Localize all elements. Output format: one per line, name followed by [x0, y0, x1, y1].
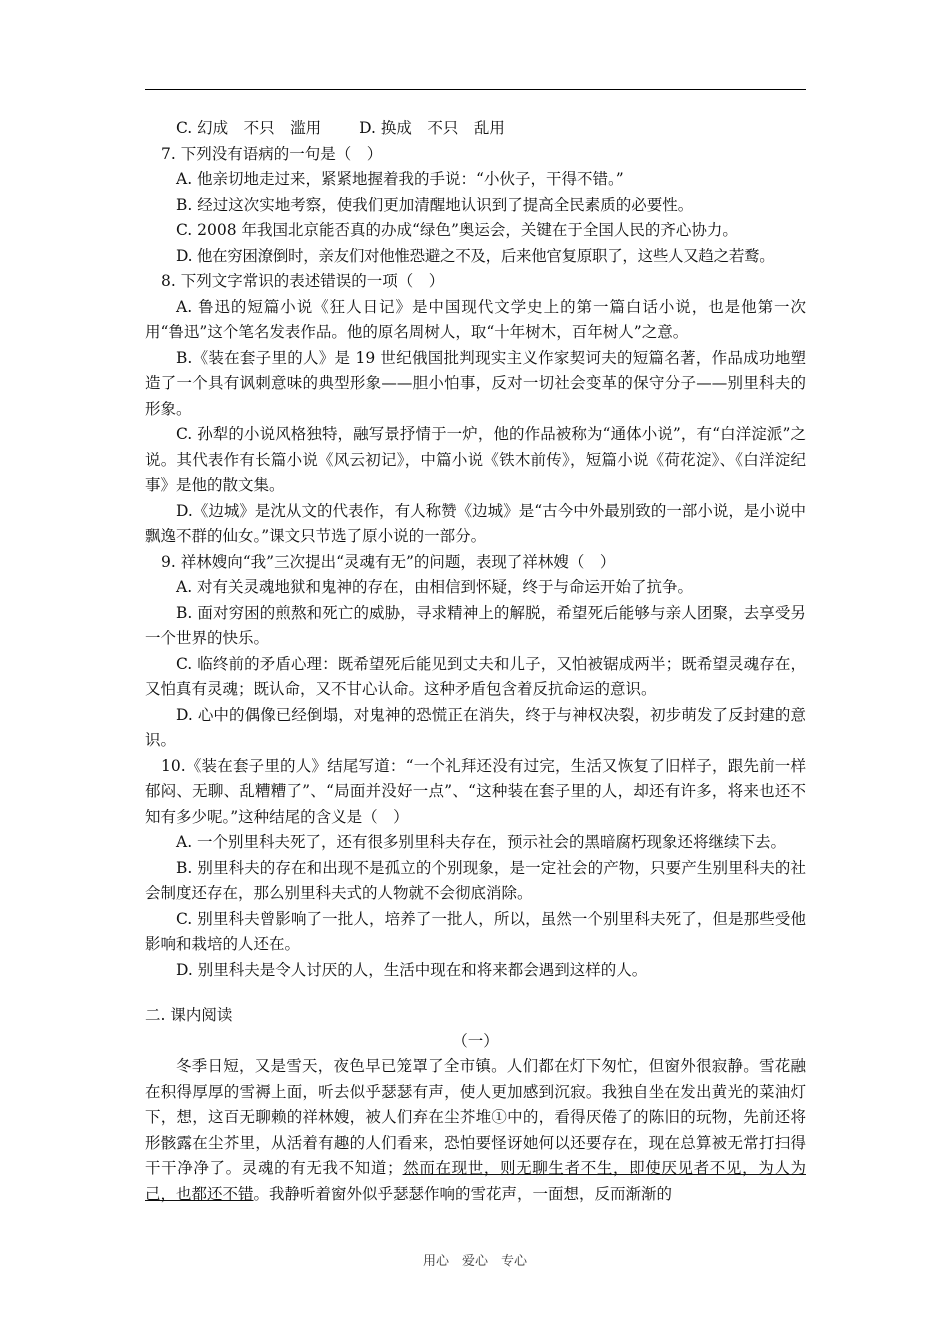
q9-option-b: B. 面对穷困的煎熬和死亡的威胁，寻求精神上的解脱，希望死后能够与亲人团聚，去享受另一个世界的快乐。: [145, 603, 806, 647]
q7-option-d: D. 他在穷困潦倒时，亲友们对他惟恐避之不及，后来他官复原职了，这些人又趋之若鹜。: [176, 246, 775, 265]
q10-option-d: D. 别里科夫是令人讨厌的人，生活中现在和将来都会遇到这样的人。: [176, 960, 648, 979]
q10-option-b: B. 别里科夫的存在和出现不是孤立的个别现象，是一定社会的产物，只要产生别里科夫的社会制度还存在，那么别里科夫式的人物就不会彻底消除。: [145, 858, 806, 902]
q9-option-a: A. 对有关灵魂地狱和鬼神的存在，由相信到怀疑，终于与命运开始了抗争。: [176, 578, 694, 596]
header-rule: [145, 89, 806, 90]
q9-stem: 9. 祥林嫂向“我”三次提出“灵魂有无”的问题，表现了祥林嫂（ ）: [161, 552, 616, 571]
passage-text-pre: 冬季日短，又是雪天，夜色早已笼罩了全市镇。人们都在灯下匆忙，但窗外很寂静。雪花融在积得厚厚的雪褥上面，听去似乎瑟瑟有声，使人更加感到沉寂。我独自坐在发出黄光的菜油灯下，想，这百无聊赖的祥林嫂，被人们弃在尘芥堆①中的，看得厌倦了的陈旧的玩物，先前还将形骸露在尘芥里，从活着有趣的人们看来，恐怕要怪讶她何以还要存在，现在总算被无常打扫得干干净净了。灵魂的有无我不知道；: [145, 1057, 806, 1177]
page-body: [145, 116, 806, 1207]
q10-option-a: A. 一个别里科夫死了，还有很多别里科夫存在，预示社会的黑暗腐朽现象还将继续下去。: [176, 833, 787, 851]
q10-option-c: C. 别里科夫曾影响了一批人，培养了一批人，所以，虽然一个别里科夫死了，但是那些受他影响和栽培的人还在。: [145, 909, 806, 953]
q7-option-a: A. 他亲切地走过来，紧紧地握着我的手说：“小伙子，干得不错。”: [176, 170, 624, 188]
q8-option-d: D.《边城》是沈从文的代表作，有人称赞《边城》是“古今中外最别致的一部小说，是小说中飘逸不群的仙女。”课文只节选了原小说的一部分。: [145, 501, 806, 545]
q6-option-d: D. 换成 不只 乱用: [359, 119, 505, 137]
passage-underlined-sentence: 然而在现世，则无聊生者不生，即使厌见者不见，为人为己，也都还不错: [145, 1159, 806, 1203]
q9-option-c: C. 临终前的矛盾心理：既希望死后能见到丈夫和儿子，又怕被锯成两半；既希望灵魂存在，又怕真有灵魂；既认命，又不甘心认命。这种矛盾包含着反抗命运的意识。: [145, 654, 806, 698]
section-heading: 二. 课内阅读: [145, 1006, 233, 1024]
q8-option-b: B.《装在套子里的人》是 19 世纪俄国批判现实主义作家契诃夫的短篇名著，作品成功地塑造了一个具有讽刺意味的典型形象——胆小怕事，反对一切社会变革的保守分子——别里科夫的形象。: [145, 348, 806, 418]
page-footer: 用心 爱心 专心: [422, 1254, 527, 1269]
q9-option-d: D. 心中的偶像已经倒塌，对鬼神的恐慌正在消失，终于与神权决裂，初步萌发了反封建的意识。: [145, 705, 806, 749]
q7-stem: 7. 下列没有语病的一句是（ ）: [161, 144, 383, 163]
reading-passage: [145, 1054, 806, 1207]
q10-stem: 10.《装在套子里的人》结尾写道：“一个礼拜还没有过完，生活又恢复了旧样子，跟先前一样郁闷、无聊、乱糟糟了”、“局面并没好一点”、“这种装在套子里的人，却还有许多，将来也还不知有多少呢。”这种结尾的含义是（ ）: [145, 756, 806, 826]
q8-option-c: C. 孙犁的小说风格独特，融写景抒情于一炉，他的作品被称为“通体小说”，有“白洋淀派”之说。其代表作有长篇小说《风云初记》，中篇小说《铁木前传》，短篇小说《荷花淀》、《白洋淀纪事》是他的散文集。: [145, 425, 806, 494]
q6-options-cd: [145, 116, 806, 142]
q8-option-a: A. 鲁迅的短篇小说《狂人日记》是中国现代文学史上的第一篇白话小说，也是他第一次用“鲁迅”这个笔名发表作品。他的原名周树人，取“十年树木，百年树人”之意。: [145, 297, 806, 341]
q7-option-c: C. 2008 年我国北京能否真的办成“绿色”奥运会，关键在于全国人民的齐心协力。: [176, 221, 738, 239]
q7-option-b: B. 经过这次实地考察，使我们更加清醒地认识到了提高全民素质的必要性。: [176, 195, 694, 214]
q8-stem: 8. 下列文字常识的表述错误的一项（ ）: [161, 272, 445, 290]
passage-text-post: 。我静听着窗外似乎瑟瑟作响的雪花声，一面想，反而渐渐的: [253, 1184, 673, 1203]
q6-option-c: C. 幻成 不只 滥用: [176, 119, 322, 137]
passage-number: （一）: [452, 1031, 499, 1050]
